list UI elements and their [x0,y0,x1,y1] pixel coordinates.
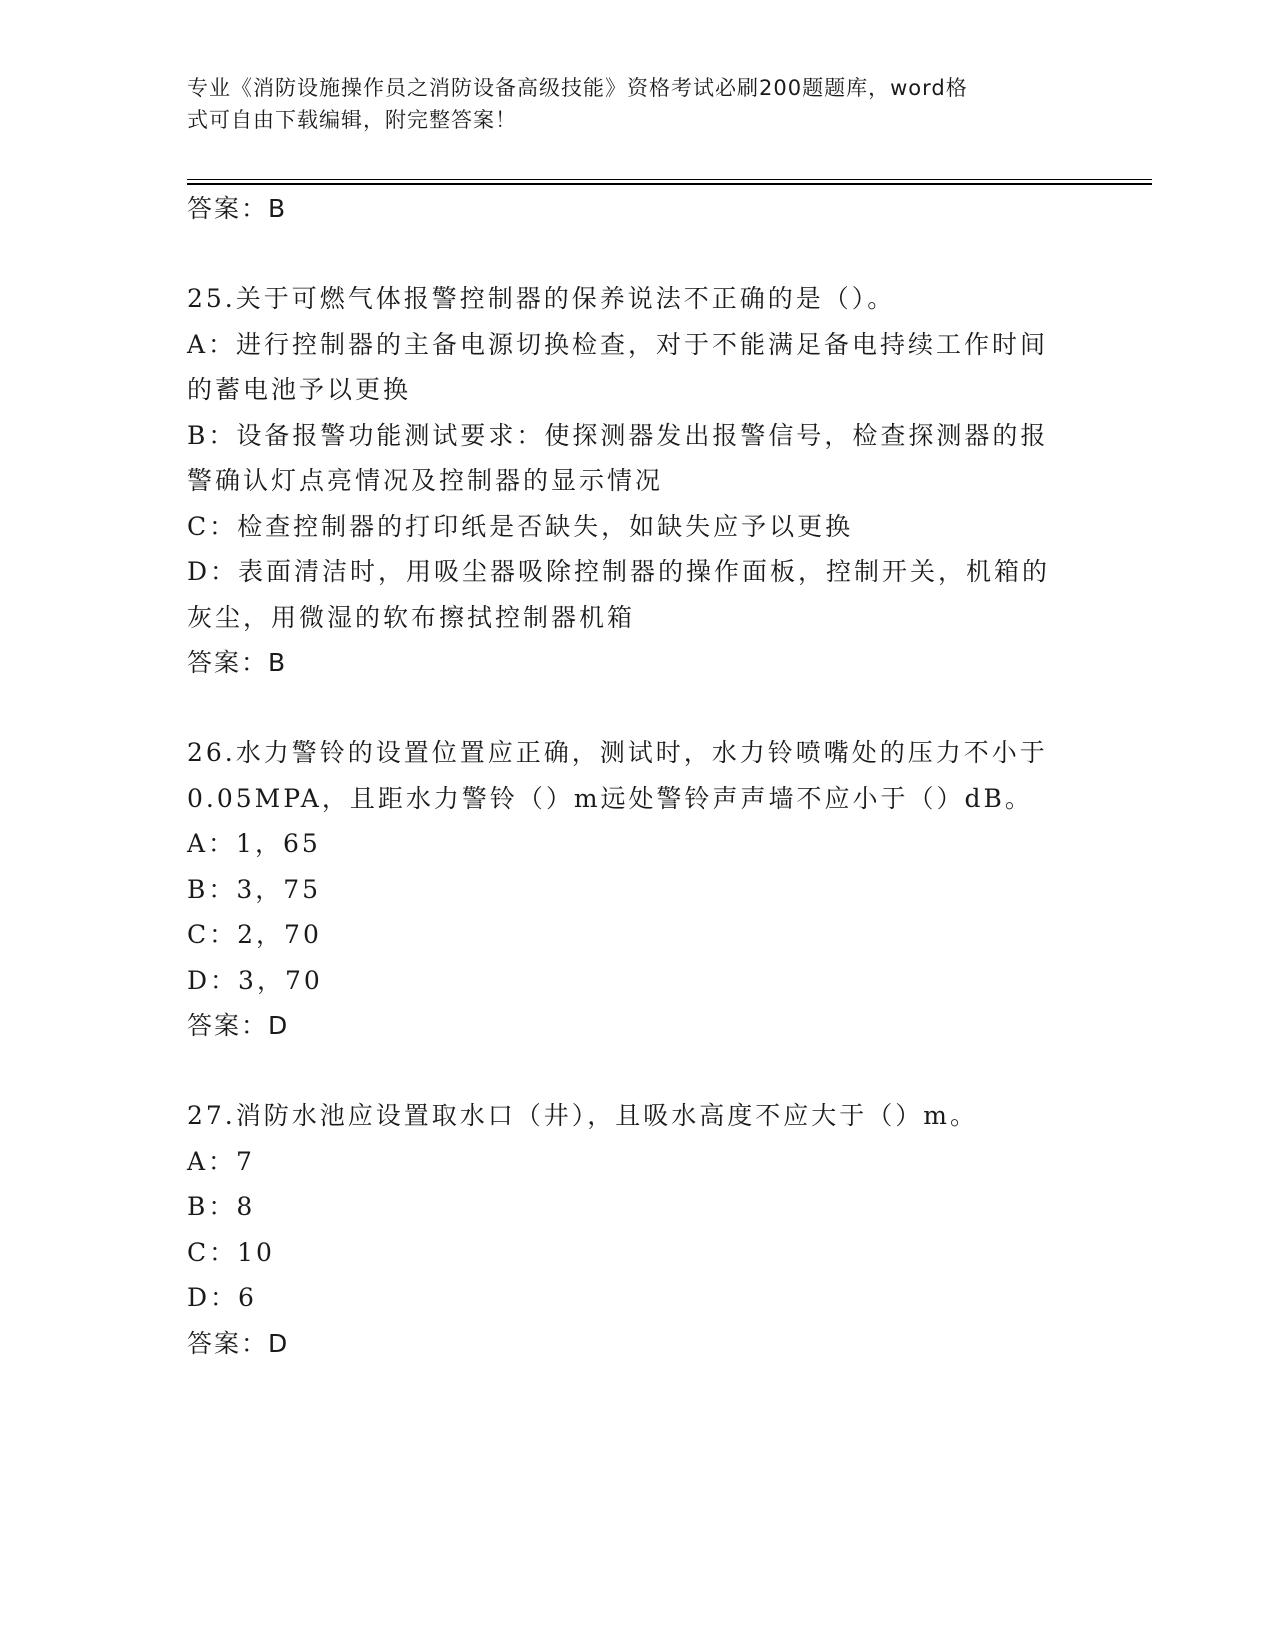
option-a [187,322,1087,413]
option-line: 的蓄电池予以更换 [187,375,412,404]
answer-label: 答案：D [187,1328,290,1358]
option-b: B：3，75 [187,874,322,904]
option-line: 灰尘，用微湿的软布擦拭控制器机箱 [187,602,636,632]
answer-label: 答案：D [187,1011,290,1040]
option-b [187,413,1087,504]
option-line: B：设备报警功能测试要求：使探测器发出报警信号，检查探测器的报 [187,420,1049,450]
option-d [187,549,1087,640]
option-line: D：表面清洁时，用吸尘器吸除控制器的操作面板，控制开关，机箱的 [187,557,1051,586]
document-body [187,186,1087,1367]
option-d: D：3，70 [187,965,323,995]
document-header [187,72,1087,136]
option-line: 警确认灯点亮情况及控制器的显示情况 [187,466,664,495]
option-c: C：10 [187,1237,275,1267]
question-stem: 0.05MPA，且距水力警铃（）m远处警铃声声墙不应小于（）dB。 [187,783,1033,813]
option-d: D：6 [187,1283,257,1312]
option-line: C：检查控制器的打印纸是否缺失，如缺失应予以更换 [187,511,854,541]
question-stem: 26.水力警铃的设置位置应正确，测试时，水力铃喷嘴处的压力不小于 [187,738,1048,767]
question-25 [187,276,1087,686]
question-stem: 27.消防水池应设置取水口（井），且吸水高度不应大于（）m。 [187,1101,978,1130]
option-c [187,504,1087,550]
option-b: B：8 [187,1192,256,1221]
answer-label: 答案：B [187,648,288,677]
question-stem: 25.关于可燃气体报警控制器的保养说法不正确的是（）。 [187,284,896,313]
option-line: A：进行控制器的主备电源切换检查，对于不能满足备电持续工作时间 [187,329,1049,359]
option-a: A：7 [187,1146,255,1176]
option-a: A：1，65 [187,829,321,858]
previous-answer: 答案：B [187,194,288,223]
header-line-1: 专业《消防设施操作员之消防设备高级技能》资格考试必刷200题题库，word格 [187,76,968,100]
question-27 [187,1093,1087,1367]
header-divider-thin [187,179,1152,180]
question-26 [187,730,1087,1049]
option-c: C：2，70 [187,920,322,949]
header-line-2: 式可自由下载编辑，附完整答案！ [187,108,517,132]
header-divider-thick [187,183,1152,185]
